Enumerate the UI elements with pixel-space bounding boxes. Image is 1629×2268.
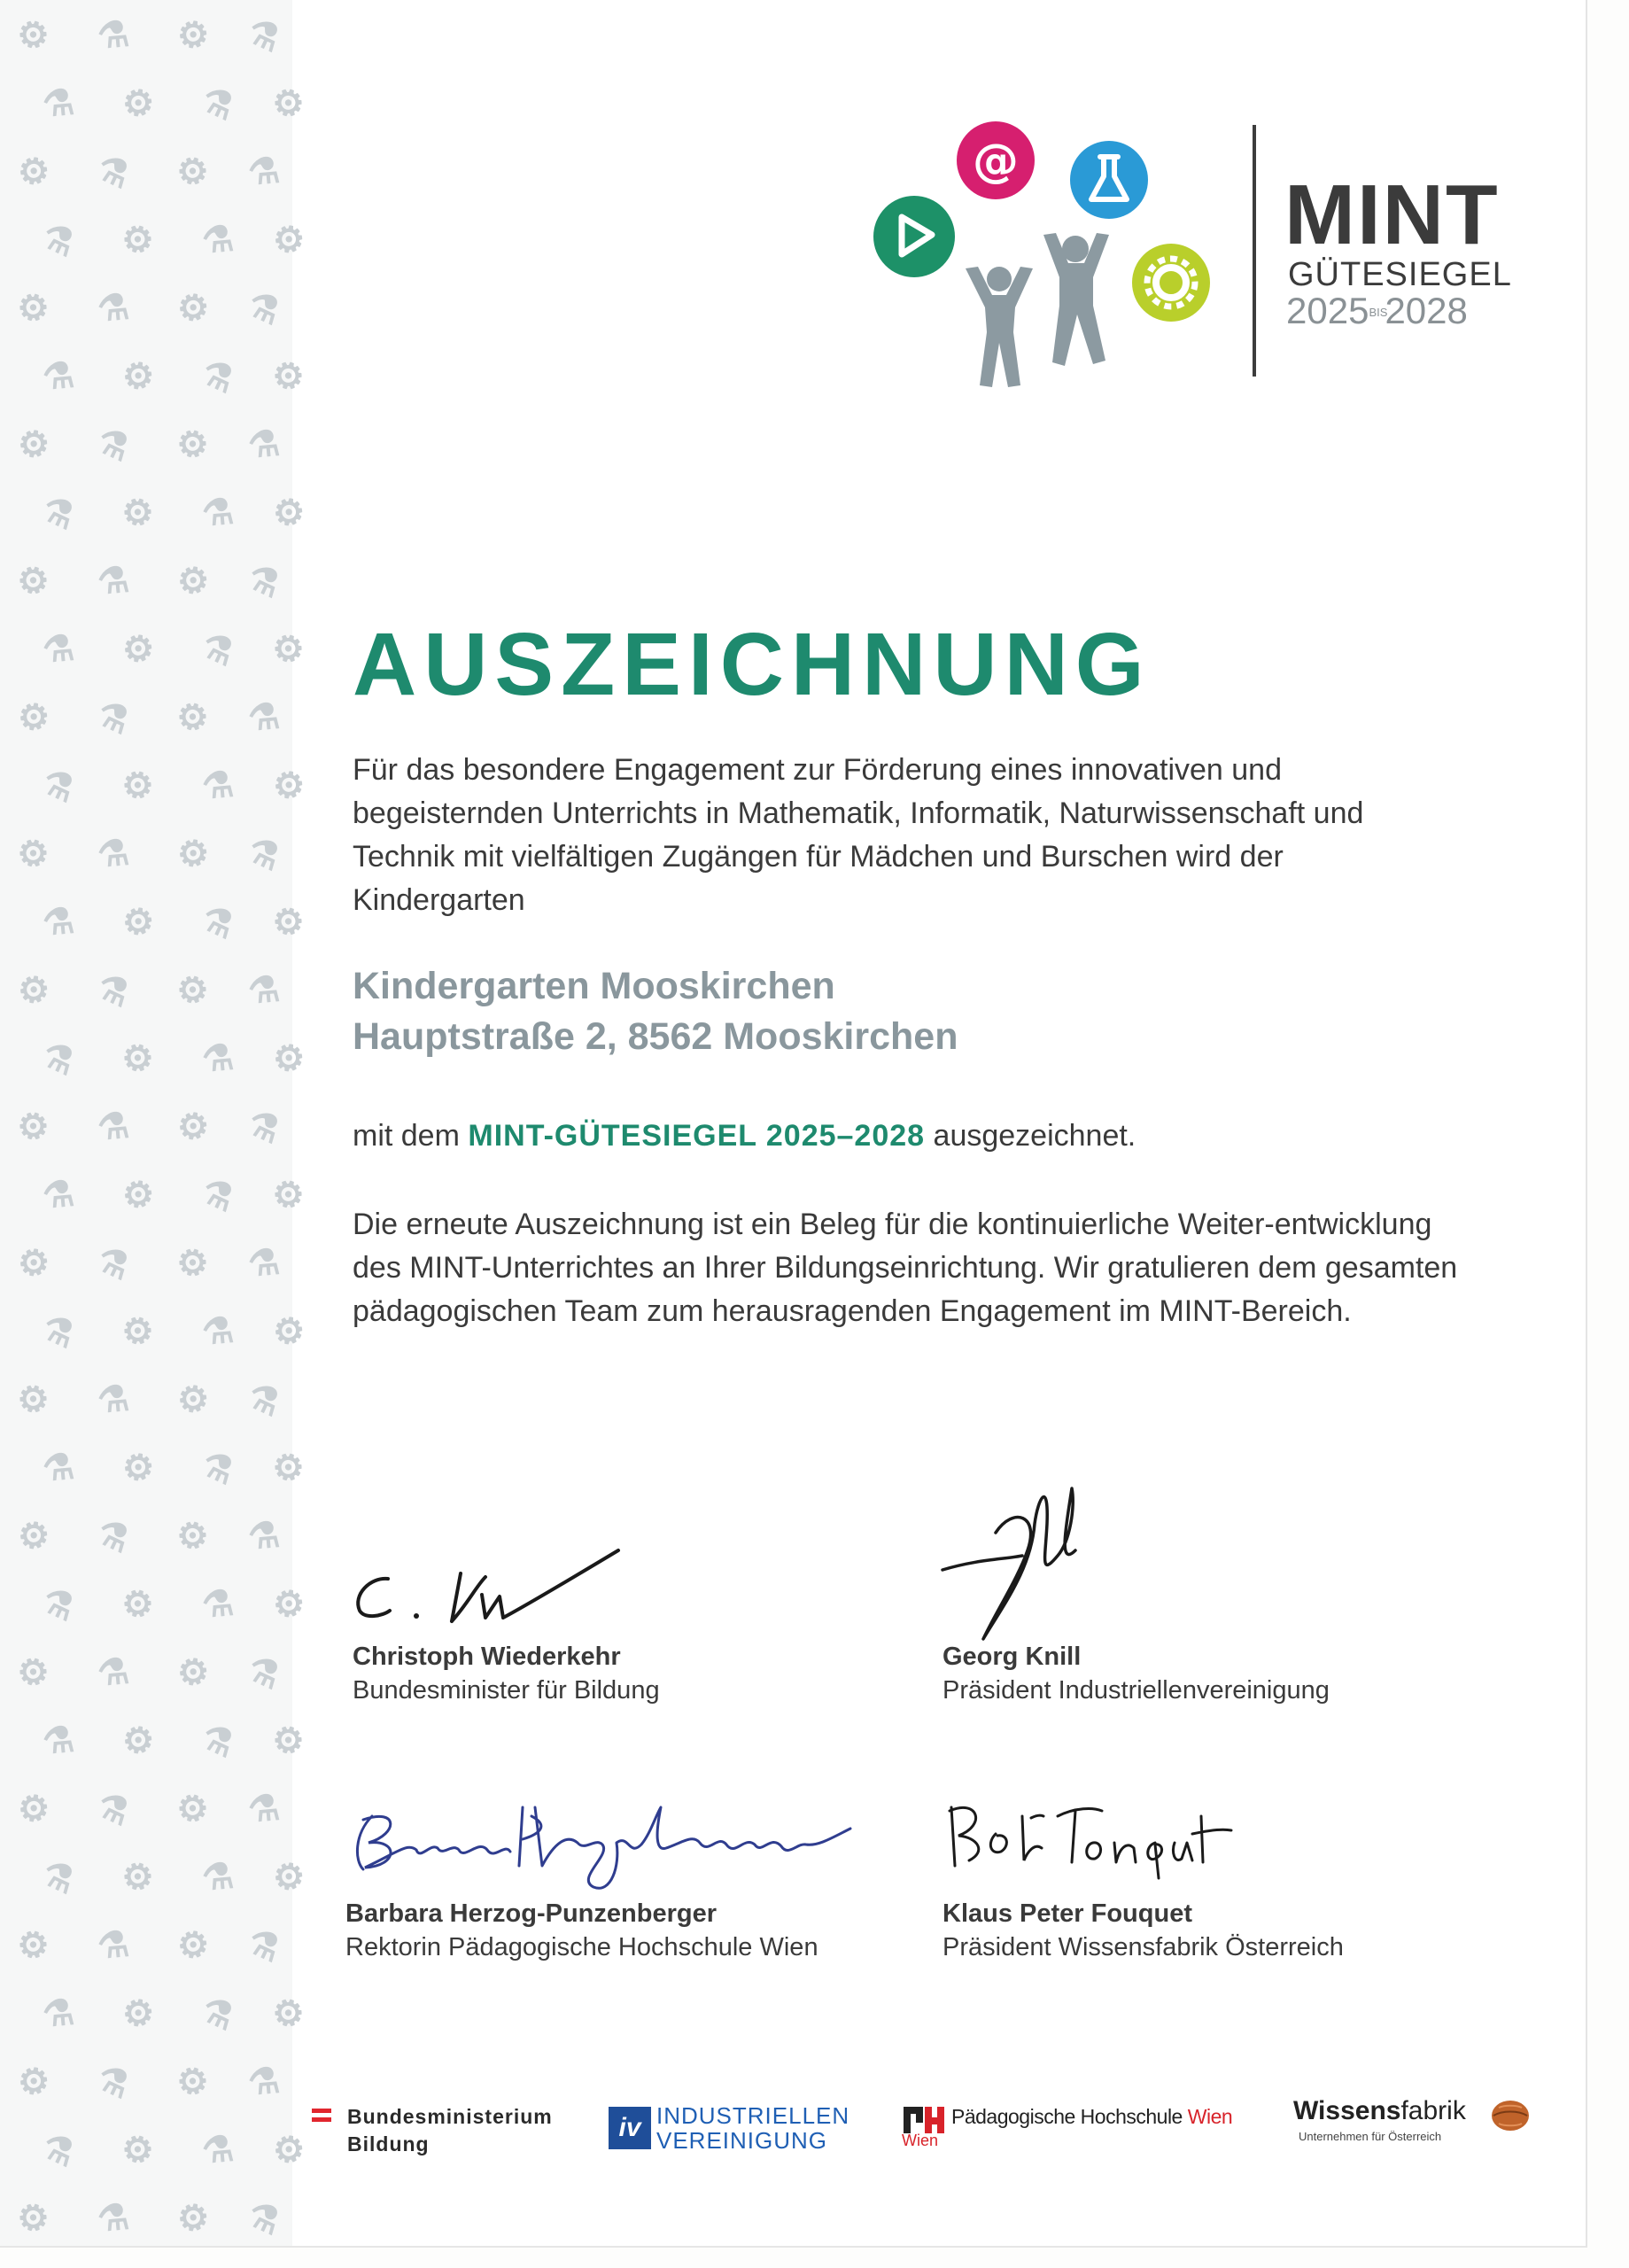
pattern-glyph-icon: ⚙ — [174, 2196, 213, 2241]
pattern-glyph-icon: ⚗ — [200, 765, 236, 807]
pattern-glyph-icon: ⚙ — [12, 1376, 56, 1424]
pattern-glyph-icon: ⚗ — [200, 1037, 236, 1080]
iv-text — [656, 2103, 849, 2153]
pattern-glyph-icon: ⚙ — [174, 1651, 213, 1695]
wf-bold: Wissens — [1293, 2096, 1401, 2125]
institution-block — [353, 961, 958, 1062]
pattern-glyph-icon: ⚗ — [195, 1443, 241, 1493]
pattern-glyph-icon: ⚗ — [96, 833, 131, 875]
pattern-glyph-icon: ⚗ — [195, 1989, 241, 2039]
logo-years — [1286, 292, 1468, 330]
signature-block-herzog-punzenberger — [345, 1781, 895, 1976]
pattern-glyph-icon: ⚙ — [269, 491, 308, 535]
pattern-glyph-icon: ⚙ — [171, 694, 215, 742]
pattern-glyph-icon: ⚗ — [90, 1784, 136, 1834]
pattern-glyph-icon: ⚙ — [269, 1582, 308, 1627]
mint-guetesiegel-logo — [868, 111, 1512, 394]
iv-logo-mark: iv — [609, 2107, 651, 2149]
pattern-glyph-icon: ⚙ — [269, 218, 308, 262]
pattern-glyph-icon: ⚙ — [12, 1649, 56, 1697]
pattern-glyph-icon: ⚙ — [119, 1173, 158, 1217]
ph-name: Pädagogische Hochschule — [951, 2105, 1183, 2128]
pattern-glyph-icon: ⚗ — [90, 966, 136, 1015]
pattern-glyph-icon: ⚙ — [14, 1241, 53, 1285]
pattern-glyph-icon: ⚗ — [200, 1583, 236, 1626]
signatory-name: Barbara Herzog-Punzenberger — [345, 1899, 717, 1928]
pattern-glyph-icon: ⚙ — [267, 353, 311, 400]
pattern-glyph-icon: ⚙ — [269, 1855, 308, 1899]
pattern-glyph-icon: ⚗ — [241, 829, 287, 879]
wf-rest: fabrik — [1400, 2096, 1466, 2125]
pattern-glyph-icon: ⚙ — [269, 2128, 308, 2172]
logo-divider — [1253, 125, 1256, 377]
pattern-glyph-icon: ⚙ — [12, 557, 56, 605]
wf-subtitle: Unternehmen für Österreich — [1299, 2130, 1442, 2143]
signature-block-fouquet — [942, 1781, 1492, 1976]
svg-text:@: @ — [973, 135, 1019, 188]
pattern-glyph-icon: ⚗ — [90, 1511, 136, 1561]
pattern-glyph-icon: ⚗ — [35, 2125, 81, 2175]
iv-line2: VEREINIGUNG — [656, 2127, 828, 2154]
pattern-glyph-icon: ⚙ — [12, 2194, 56, 2242]
pattern-glyph-icon: ⚙ — [174, 1378, 213, 1422]
pattern-glyph-icon: ⚙ — [174, 1923, 213, 1968]
signature-knill — [942, 1471, 1102, 1648]
pattern-glyph-icon: ⚙ — [267, 1717, 311, 1765]
pattern-glyph-icon: ⚙ — [119, 1446, 158, 1490]
pattern-glyph-icon: ⚙ — [12, 830, 56, 878]
footer-logo-iv — [609, 2103, 857, 2156]
pattern-glyph-icon: ⚗ — [35, 1307, 81, 1356]
pattern-glyph-icon: ⚙ — [269, 764, 308, 808]
pattern-glyph-icon: ⚗ — [41, 82, 76, 125]
logo-year-bis: BIS — [1369, 306, 1388, 319]
signatory-role: Präsident Industriellenvereinigung — [942, 1676, 1330, 1705]
pattern-glyph-icon: ⚙ — [116, 216, 160, 264]
award-prefix: mit dem — [353, 1119, 460, 1153]
pattern-glyph-icon: ⚗ — [200, 492, 236, 534]
bmb-text — [347, 2103, 553, 2158]
pattern-glyph-icon: ⚙ — [12, 1922, 56, 1969]
pattern-glyph-icon: ⚙ — [269, 1037, 308, 1081]
wf-text — [1293, 2096, 1466, 2126]
pattern-glyph-icon: ⚗ — [41, 355, 76, 398]
signatory-role: Präsident Wissensfabrik Österreich — [942, 1933, 1344, 1961]
pattern-glyph-icon: ⚙ — [119, 1992, 158, 2036]
pattern-glyph-icon: ⚙ — [12, 1103, 56, 1151]
pattern-glyph-icon: ⚗ — [200, 219, 236, 261]
pattern-glyph-icon: ⚗ — [195, 79, 241, 128]
certificate-title: AUSZEICHNUNG — [353, 615, 1152, 714]
iv-line1: INDUSTRIELLEN — [656, 2102, 850, 2129]
pattern-glyph-icon: ⚗ — [195, 1170, 241, 1220]
pattern-glyph-icon: ⚗ — [96, 1651, 131, 1694]
pattern-glyph-icon: ⚙ — [116, 2126, 160, 2174]
pattern-glyph-icon: ⚙ — [267, 898, 311, 946]
pattern-glyph-icon: ⚙ — [116, 489, 160, 537]
mint-figures-icon — [868, 111, 1249, 394]
pattern-glyph-icon: ⚗ — [241, 2194, 287, 2243]
pattern-glyph-icon: ⚙ — [119, 1719, 158, 1763]
pattern-glyph-icon: ⚗ — [41, 1447, 76, 1489]
pattern-glyph-icon: ⚙ — [171, 1512, 215, 1560]
pattern-glyph-icon: ⚙ — [14, 1787, 53, 1831]
pattern-glyph-icon: ⚗ — [241, 556, 287, 606]
pattern-glyph-icon: ⚗ — [241, 1921, 287, 1970]
signatory-role: Bundesminister für Bildung — [353, 1676, 660, 1705]
pattern-glyph-icon: ⚙ — [12, 12, 56, 59]
pattern-glyph-icon: ⚗ — [200, 1856, 236, 1899]
pattern-glyph-icon: ⚗ — [96, 1379, 131, 1421]
pattern-glyph-icon: ⚙ — [267, 1171, 311, 1219]
pattern-glyph-icon: ⚙ — [116, 1581, 160, 1628]
footer-logo-bmb — [312, 2103, 578, 2165]
pattern-glyph-icon: ⚗ — [90, 420, 136, 470]
pattern-glyph-icon: ⚙ — [14, 968, 53, 1013]
pattern-glyph-icon: ⚙ — [174, 832, 213, 876]
pattern-glyph-icon: ⚙ — [14, 2060, 53, 2104]
pattern-glyph-icon: ⚗ — [90, 1239, 136, 1288]
pattern-glyph-icon: ⚗ — [35, 1852, 81, 1902]
pattern-glyph-icon: ⚗ — [246, 151, 282, 193]
pattern-glyph-icon: ⚙ — [267, 1444, 311, 1492]
pattern-glyph-icon: ⚗ — [41, 1992, 76, 2035]
pattern-glyph-icon: ⚙ — [174, 286, 213, 330]
institution-name: Kindergarten Mooskirchen — [353, 965, 835, 1007]
pattern-glyph-icon: ⚗ — [246, 423, 282, 466]
bmb-line1: Bundesministerium — [347, 2105, 553, 2128]
pattern-glyph-icon: ⚗ — [195, 625, 241, 674]
pattern-glyph-icon: ⚗ — [241, 11, 287, 60]
ph-city: Wien — [1187, 2105, 1233, 2128]
pattern-glyph-icon: ⚙ — [119, 627, 158, 672]
pattern-glyph-icon: ⚙ — [174, 1105, 213, 1149]
pattern-glyph-icon: ⚗ — [195, 1716, 241, 1766]
pattern-glyph-icon: ⚗ — [200, 2129, 236, 2171]
pattern-glyph-icon: ⚙ — [171, 148, 215, 196]
pattern-glyph-icon: ⚗ — [195, 897, 241, 947]
pattern-glyph-icon: ⚙ — [116, 1035, 160, 1083]
pattern-glyph-icon: ⚗ — [96, 287, 131, 330]
pattern-glyph-icon: ⚗ — [200, 1310, 236, 1353]
pattern-glyph-icon: ⚙ — [119, 900, 158, 944]
award-suffix: ausgezeichnet. — [933, 1119, 1136, 1153]
pattern-glyph-icon: ⚗ — [195, 352, 241, 401]
award-line — [353, 1115, 1136, 1158]
logo-mint-title: MINT — [1284, 167, 1500, 262]
signatory-name: Christoph Wiederkehr — [353, 1643, 621, 1671]
pattern-glyph-icon: ⚙ — [14, 150, 53, 194]
bmb-line2: Bildung — [347, 2132, 430, 2155]
austrian-flag-icon — [312, 2109, 331, 2123]
closing-paragraph: Die erneute Auszeichnung ist ein Beleg für die kontinuierliche Weiter-entwicklung des MINT-Unterrichtes an Ihrer Bildungseinrichtung. Wir gratulieren dem gesamten pädagogischen Team zum herausragenden Engagement im MINT-Bereich. — [353, 1208, 1458, 1328]
pattern-glyph-icon: ⚗ — [35, 761, 81, 811]
pattern-glyph-icon: ⚗ — [241, 1102, 287, 1152]
pattern-glyph-icon: ⚙ — [14, 695, 53, 740]
signature-block-knill — [942, 1471, 1492, 1719]
footer-logo-wissensfabrik — [1293, 2096, 1541, 2153]
pattern-glyph-icon: ⚙ — [171, 1785, 215, 1833]
pattern-glyph-icon: ⚗ — [35, 1034, 81, 1084]
pattern-glyph-icon: ⚙ — [116, 762, 160, 810]
pattern-glyph-icon: ⚗ — [90, 2057, 136, 2107]
pattern-glyph-icon: ⚙ — [14, 1514, 53, 1558]
logo-year-from: 2025 — [1286, 290, 1369, 331]
pattern-glyph-icon: ⚗ — [241, 1375, 287, 1425]
pattern-glyph-icon: ⚙ — [116, 1308, 160, 1355]
intro-paragraph: Für das besondere Engagement zur Förderung eines innovativen und begeisternden Unterrichts in Mathematik, Informatik, Naturwissenschaft und Technik mit vielfältigen Zugängen für Mädchen und Burschen wird der Kindergarten — [353, 753, 1364, 917]
pattern-glyph-icon: ⚗ — [241, 284, 287, 333]
ph-city-small: Wien — [902, 2132, 939, 2149]
pattern-glyph-icon: ⚗ — [246, 969, 282, 1012]
pattern-glyph-icon: ⚗ — [246, 1242, 282, 1285]
pattern-glyph-icon: ⚗ — [96, 2197, 131, 2240]
pattern-glyph-icon: ⚙ — [267, 625, 311, 673]
pattern-glyph-icon: ⚗ — [246, 696, 282, 739]
pattern-glyph-icon: ⚙ — [171, 421, 215, 469]
pattern-glyph-icon: ⚗ — [246, 2061, 282, 2103]
pattern-glyph-icon: ⚙ — [14, 423, 53, 467]
pattern-glyph-icon: ⚗ — [90, 147, 136, 197]
ph-text — [951, 2105, 1232, 2129]
pattern-glyph-icon: ⚗ — [241, 1648, 287, 1697]
pattern-glyph-icon: ⚙ — [119, 82, 158, 126]
institution-address: Hauptstraße 2, 8562 Mooskirchen — [353, 1015, 958, 1058]
pattern-glyph-icon: ⚙ — [119, 354, 158, 399]
signatory-name: Klaus Peter Fouquet — [942, 1899, 1192, 1928]
pattern-glyph-icon: ⚗ — [246, 1515, 282, 1557]
pattern-glyph-icon: ⚗ — [96, 1924, 131, 1967]
pattern-glyph-icon: ⚗ — [96, 1106, 131, 1148]
pattern-glyph-icon: ⚗ — [90, 693, 136, 742]
pattern-glyph-icon: ⚗ — [41, 1174, 76, 1216]
pattern-glyph-icon: ⚗ — [35, 215, 81, 265]
pattern-glyph-icon: ⚙ — [174, 13, 213, 58]
pattern-glyph-icon: ⚙ — [267, 1990, 311, 2038]
pattern-glyph-icon: ⚗ — [246, 1788, 282, 1830]
signatory-name: Georg Knill — [942, 1643, 1082, 1671]
pattern-glyph-icon: ⚙ — [171, 2058, 215, 2106]
pattern-glyph-icon: ⚙ — [12, 284, 56, 332]
pattern-glyph-icon: ⚙ — [171, 967, 215, 1014]
walnut-icon — [1490, 2098, 1531, 2133]
award-seal: MINT-GÜTESIEGEL 2025–2028 — [468, 1119, 926, 1153]
pattern-glyph-icon: ⚗ — [41, 1720, 76, 1762]
signature-herzog-punzenberger — [345, 1781, 859, 1896]
pattern-glyph-icon: ⚗ — [41, 901, 76, 944]
pattern-glyph-icon: ⚙ — [116, 1853, 160, 1901]
pattern-glyph-icon: ⚙ — [267, 80, 311, 128]
decorative-pattern-strip — [0, 0, 311, 2246]
pattern-glyph-icon: ⚗ — [35, 488, 81, 538]
pattern-glyph-icon: ⚗ — [96, 14, 131, 57]
logo-guetesiegel-label: GÜTESIEGEL — [1288, 256, 1512, 293]
pattern-glyph-icon: ⚗ — [96, 560, 131, 602]
pattern-glyph-icon: ⚙ — [269, 1309, 308, 1354]
footer-logo-ph-wien — [902, 2100, 1256, 2156]
pattern-glyph-icon: ⚙ — [174, 559, 213, 603]
pattern-glyph-icon: ⚗ — [35, 1580, 81, 1629]
pattern-glyph-icon: ⚙ — [171, 1239, 215, 1287]
pattern-glyph-icon: ⚗ — [41, 628, 76, 671]
logo-year-to: 2028 — [1385, 290, 1468, 331]
signature-wiederkehr — [353, 1542, 645, 1639]
signature-fouquet — [942, 1781, 1235, 1878]
signature-block-wiederkehr — [353, 1524, 902, 1719]
signatory-role: Rektorin Pädagogische Hochschule Wien — [345, 1933, 818, 1961]
